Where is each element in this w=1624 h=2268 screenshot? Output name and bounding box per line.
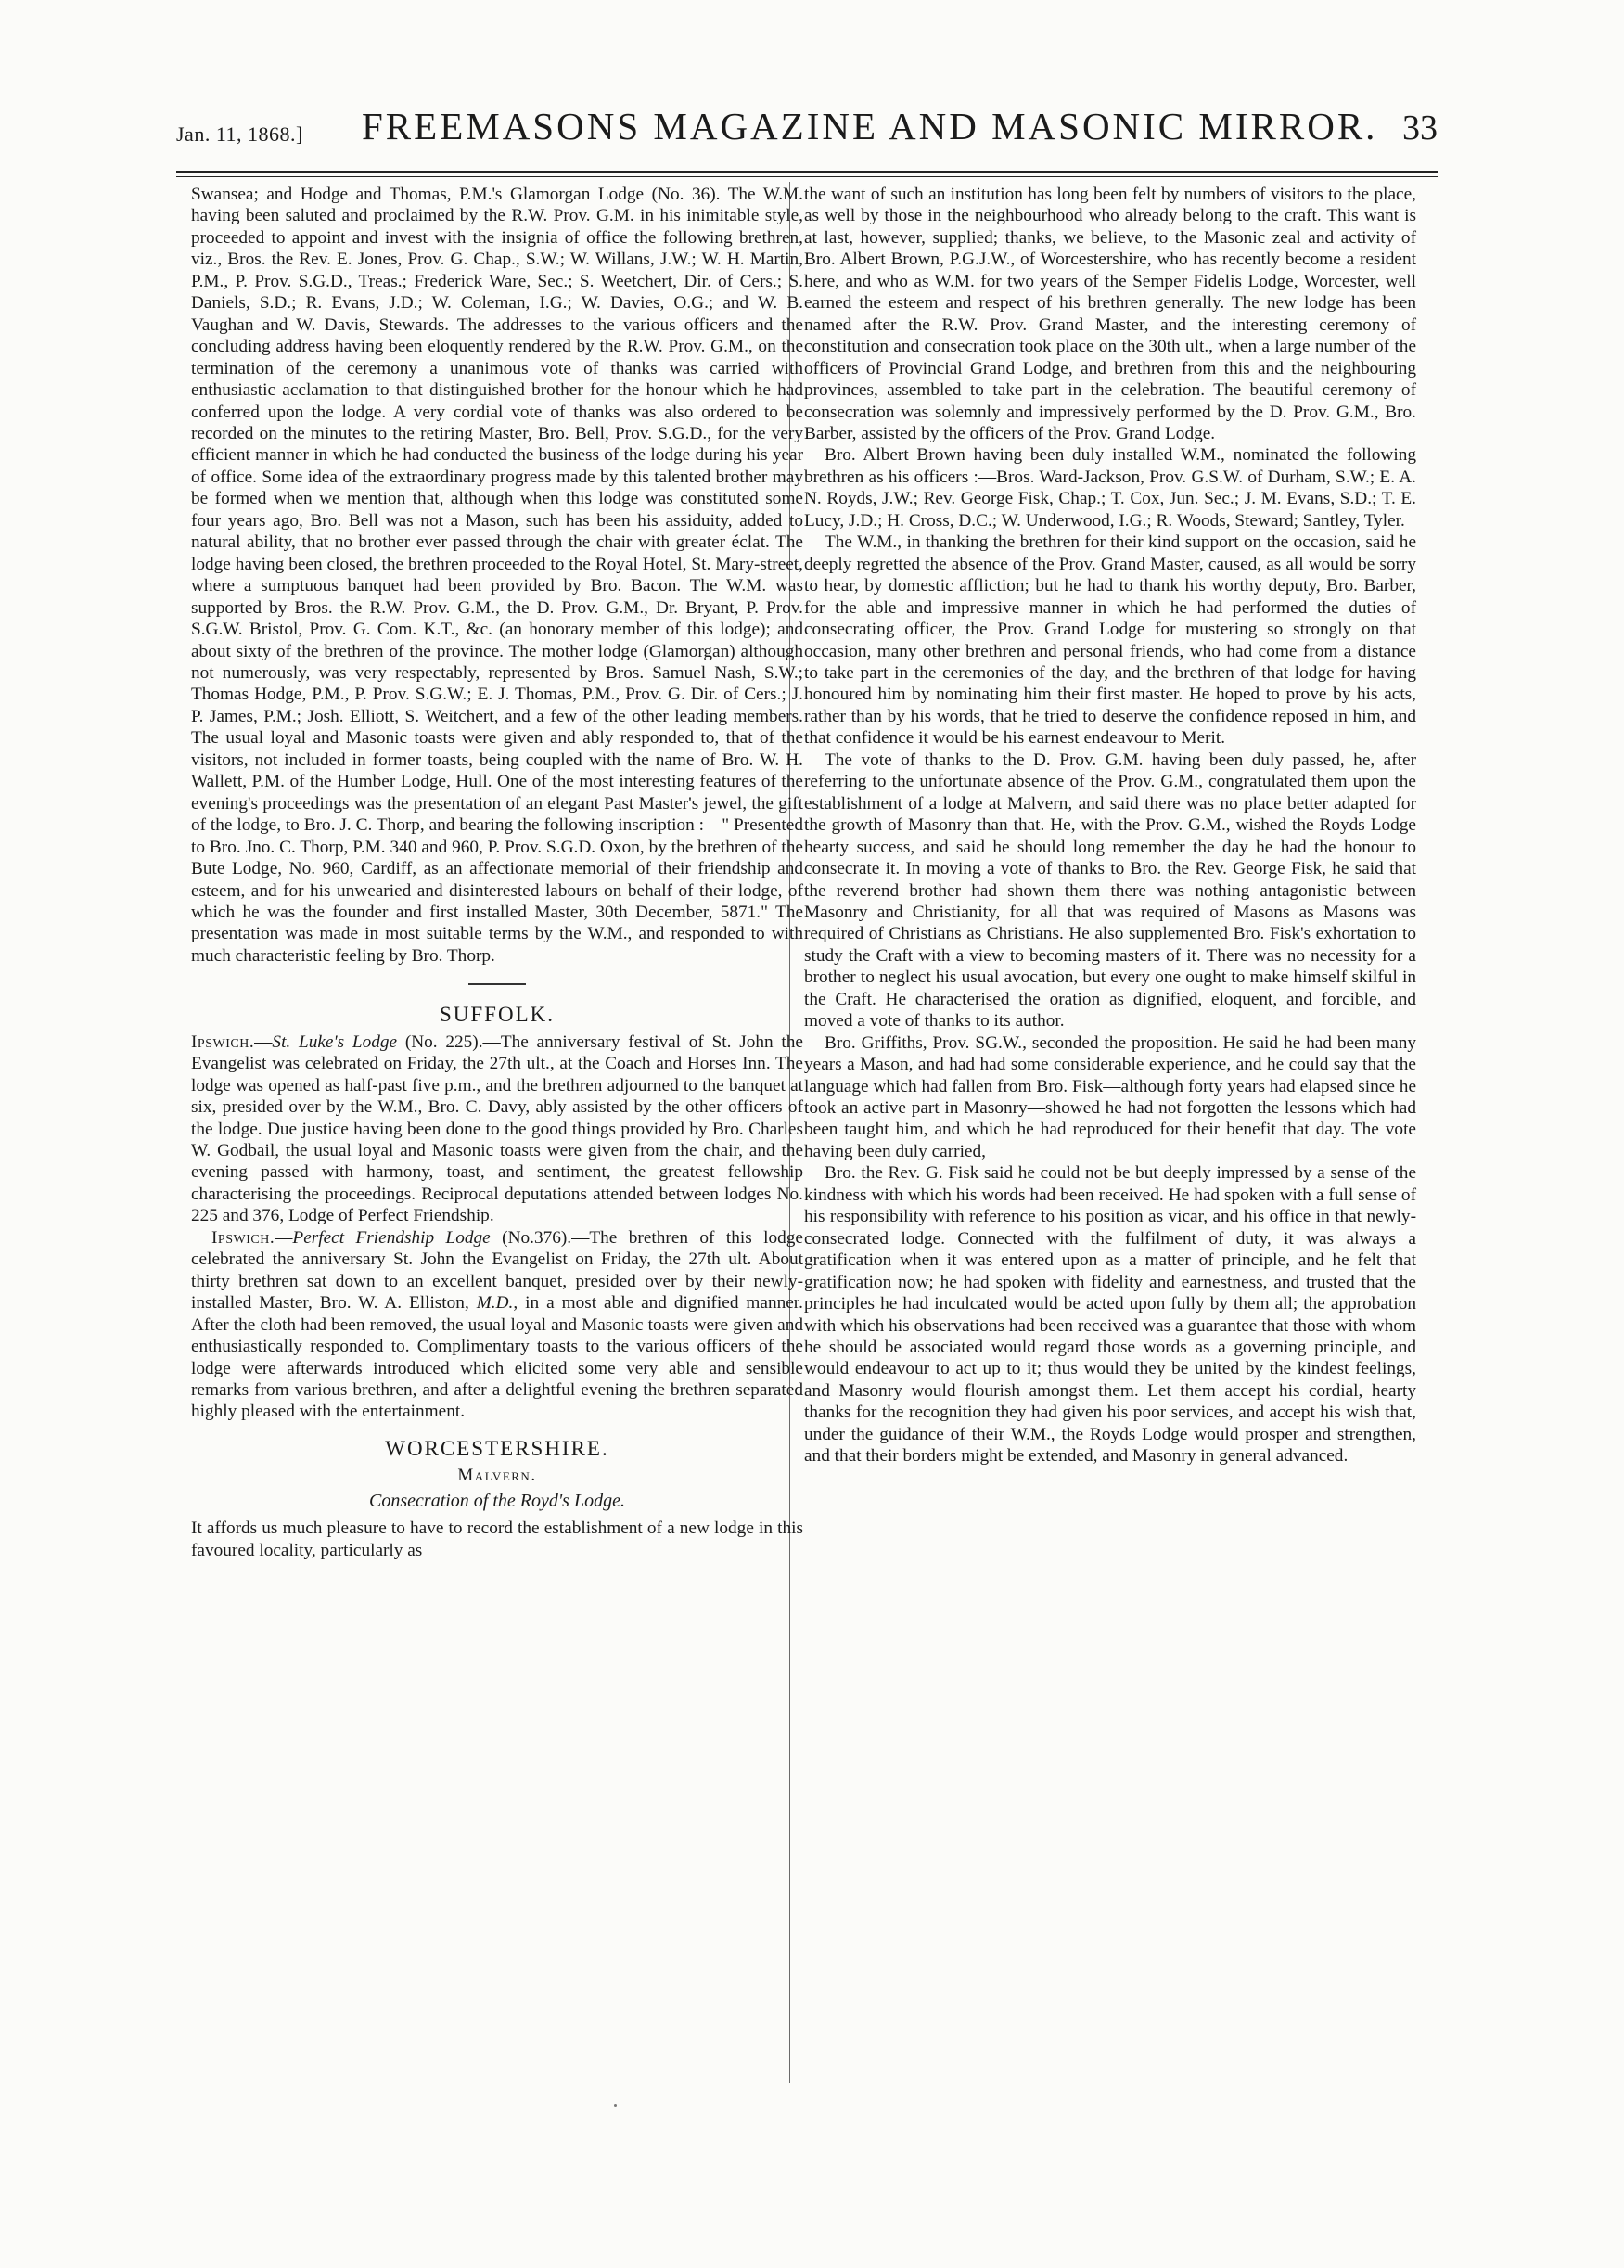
section-heading-suffolk: SUFFOLK.	[439, 1003, 555, 1027]
article-paragraph: Bro. Griffiths, Prov. SG.W., seconded the proposition. He said he had been many years a Mason, and had had some considerable experience, and he could say that the language which had fallen from Bro. Fisk—although forty years had elapsed since he took an active part in Masonry—showed he had not forgotten the lessons which had been taught him, and which he had reproduced for their benefit that day. The vote having been duly carried,	[804, 1032, 1416, 1161]
header-rule-thick	[176, 171, 1438, 173]
article-paragraph: It affords us much pleasure to have to record the establishment of a new lodge in this favoured locality, particularly as	[191, 1518, 803, 1560]
left-column	[191, 184, 803, 1561]
print-speck	[614, 2104, 617, 2107]
section-rule	[468, 983, 526, 985]
article-paragraph: Ipswich.—St. Luke's Lodge (No. 225).—The anniversary festival of St. John the Evangelist was celebrated on Friday, the 27th ult., at the Coach and Horses Inn. The lodge was opened as half-past five p.m., and the brethren adjourned to the banquet at six, presided over by the W.M., Bro. C. Davy, ably assisted by the other officers of the lodge. Due justice having been done to the good things provided by Bro. Charles W. Godbail, the usual loyal and Masonic toasts were given from the chair, and the evening passed with harmony, toast, and sentiment, the greatest fellowship characterising the proceedings. Reciprocal deputations attended between lodges No. 225 and 376, Lodge of Perfect Friendship.	[191, 1031, 803, 1226]
right-column	[804, 184, 1416, 1467]
place-name: Ipswich.	[211, 1227, 275, 1248]
article-paragraph: Bro. Albert Brown having been duly installed W.M., nominated the following brethren as his officers :—Bros. Ward-Jackson, Prov. G.S.W. of Durham, S.W.; E. A. N. Royds, J.W.; Rev. George Fisk, Chap.; T. Cox, Jun. Sec.; J. M. Evans, S.D.; T. E. Lucy, J.D.; H. Cross, D.C.; W. Underwood, I.G.; R. Woods, Steward; Santley, Tyler.	[804, 445, 1416, 531]
article-paragraph: Swansea; and Hodge and Thomas, P.M.'s Glamorgan Lodge (No. 36). The W.M. having been saluted and proclaimed by the R.W. Prov. G.M. in his inimitable style, proceeded to appoint and invest with the insignia of office the following brethren, viz., Bros. the Rev. E. Jones, Prov. G. Chap., S.W.; W. Willans, J.W.; W. H. Martin, P.M., P. Prov. S.G.D., Treas.; Frederick Ware, Sec.; S. Weetchert, Dir. of Cers.; S. Daniels, S.D.; R. Evans, J.D.; W. Coleman, I.G.; W. Davies, O.G.; and W. B. Vaughan and W. Davis, Stewards. The addresses to the various officers and the concluding address having been eloquently rendered by the R.W. Prov. G.M., on the termination of the ceremony a unanimous vote of thanks was carried with enthusiastic acclamation to that distinguished brother for the honour which he had conferred upon the lodge. A very cordial vote of thanks was also ordered to be recorded on the minutes to the retiring Master, Bro. Bell, Prov. S.G.D., for the very efficient manner in which he had conducted the business of the lodge during his year of office. Some idea of the extraordinary progress made by this talented brother may be formed when we mention that, although when this lodge was constituted some four years ago, Bro. Bell was not a Mason, such has been his assiduity, added to natural ability, that no brother ever passed through the chair with greater éclat. The lodge having been closed, the brethren proceeded to the Royal Hotel, St. Mary-street, where a sumptuous banquet had been provided by Bro. Bacon. The W.M. was supported by Bros. the R.W. Prov. G.M., the D. Prov. G.M., Dr. Bryant, P. Prov. S.G.W. Bristol, Prov. G. Com. K.T., &c. (an honorary member of this lodge); and about sixty of the brethren of the province. The mother lodge (Glamorgan) although not numerously, was very respectably, represented by Bros. Samuel Nash, S.W.; Thomas Hodge, P.M., P. Prov. S.G.W.; E. J. Thomas, P.M., Prov. G. Dir. of Cers.; J. P. James, P.M.; Josh. Elliott, S. Weitchert, and a few of the other leading members. The usual loyal and Masonic toasts were given and ably responded to, that of the visitors, not included in former toasts, being coupled with the name of Bro. W. H. Wallett, P.M. of the Humber Lodge, Hull. One of the most interesting features of the evening's proceedings was the presentation of an elegant Past Master's jewel, the gift of the lodge, to Bro. J. C. Thorp, and bearing the following inscription :—" Presented to Bro. Jno. C. Thorp, P.M. 340 and 960, P. Prov. S.G.D. Oxon, by the brethren of the Bute Lodge, No. 960, Cardiff, as an affectionate memorial of their friendship and esteem, and for his unwearied and disinterested labours on behalf of their lodge, of which he was the founder and first installed Master, 30th December, 5871." The presentation was made in most suitable terms by the W.M., and responded to with much characteristic feeling by Bro. Thorp.	[191, 185, 803, 966]
article-paragraph: Ipswich.—Perfect Friendship Lodge (No.376).—The brethren of this lodge celebrated the anniversary St. John the Evangelist on Friday, the 27th ult. About thirty brethren sat down to an excellent banquet, presided over by their newly-installed Master, Bro. W. A. Elliston, M.D., in a most able and dignified manner. After the cloth had been removed, the usual loyal and Masonic toasts were given and enthusiastically responded to. Complimentary toasts to the various officers of the lodge were afterwards introduced which elicited some very able and sensible remarks from various brethren, and after a delightful evening the brethren separated highly pleased with the entertainment.	[191, 1227, 803, 1422]
article-paragraph: the want of such an institution has long been felt by numbers of visitors to the place, as well by those in the neighbourhood who already belong to the craft. This want is at last, however, supplied; thanks, we believe, to the Masonic zeal and activity of Bro. Albert Brown, P.G.J.W., of Worcestershire, who has recently become a resident here, and who as W.M. for two years of the Semper Fidelis Lodge, Worcester, well earned the esteem and respect of his brethren generally. The new lodge has been named after the R.W. Prov. Grand Master, and the interesting ceremony of constitution and consecration took place on the 30th ult., when a large number of the officers of Provincial Grand Lodge, and brethren from this and the neighbouring provinces, assembled to take part in the celebration. The beautiful ceremony of consecration was solemnly and impressively performed by the D. Prov. G.M., Bro. Barber, assisted by the officers of the Prov. Grand Lodge.	[804, 185, 1416, 443]
lodge-name: Perfect Friendship Lodge	[292, 1227, 491, 1248]
issue-date: Jan. 11, 1868.]	[176, 122, 303, 146]
article-paragraph: Bro. the Rev. G. Fisk said he could not be but deeply impressed by a sense of the kindness with which his words had been received. He had spoken with a full sense of his responsibility with reference to his position as vicar, and his office in that newly-consecrated lodge. Connected with the fulfilment of duty, it was always a gratification when it was entered upon as a matter of principle, and he felt that gratification now; he had spoken with fidelity and earnestness, and trusted that the principles he had inculcated would be acted upon fully by them all; the approbation with which his observations had been received was a guarantee that those with whom he should be associated would regard those words as a governing principle, and would endeavour to act up to it; thus would they be united by the kindest feelings, and Masonry would flourish amongst them. Let them accept his cordial, hearty thanks for the recognition they had given his poor services, and accept his wish that, under the guidance of their W.M., the Royds Lodge would prosper and strengthen, and that their borders might be extended, and Masonry in general advanced.	[804, 1163, 1416, 1467]
article-paragraph: The vote of thanks to the D. Prov. G.M. having been duly passed, he, after referring to the unfortunate absence of the Prov. G.M., congratulated them upon the establishment of a lodge at Malvern, and said there was no place better adapted for the growth of Masonry than that. He, with the Prov. G.M., wished the Royds Lodge hearty success, and said he should long remember the day he had the honour to consecrate it. In moving a vote of thanks to Bro. the Rev. George Fisk, he said that the reverend brother had shown them there was nothing antagonistic between Masonry and Christianity, for all that was required of Masons as Masons was required of Christians as Christians. He also supplemented Bro. Fisk's exhortation to study the Craft with a view to becoming masters of it. There was no necessity for a brother to neglect his usual avocation, but every one ought to make himself skilful in the Craft. He characterised the oration as dignified, eloquent, and forcible, and moved a vote of thanks to its author.	[804, 750, 1416, 1031]
header-rule-thin	[176, 176, 1438, 177]
article-subheading: Consecration of the Royd's Lodge.	[369, 1490, 625, 1511]
subsection-heading-malvern: Malvern.	[457, 1466, 537, 1486]
publication-title: FREEMASONS MAGAZINE AND MASONIC MIRROR.	[362, 105, 1378, 147]
page-header	[176, 102, 1438, 169]
lodge-name: St. Luke's Lodge	[272, 1031, 398, 1052]
article-paragraph: The W.M., in thanking the brethren for their kind support on the occasion, said he deeply regretted the absence of the Prov. Grand Master, caused, as all would be sorry to hear, by domestic affliction; but he had to thank his worthy deputy, Bro. Barber, for the able and impressive manner in which he had performed the duties of consecrating officer, the Prov. Grand Lodge for mustering so strongly on that occasion, many other brethren and personal friends, who had come from a distance to take part in the ceremonies of the day, and the brethren of that lodge for having honoured him by nominating him their first master. He hoped to prove by his acts, rather than by his words, that he tried to deserve the confidence reposed in him, and that confidence it would be his earnest endeavour to Merit.	[804, 532, 1416, 749]
page-number: 33	[1402, 109, 1438, 147]
section-heading-worcestershire: WORCESTERSHIRE.	[385, 1436, 609, 1460]
place-name: Ipswich.	[191, 1031, 255, 1052]
